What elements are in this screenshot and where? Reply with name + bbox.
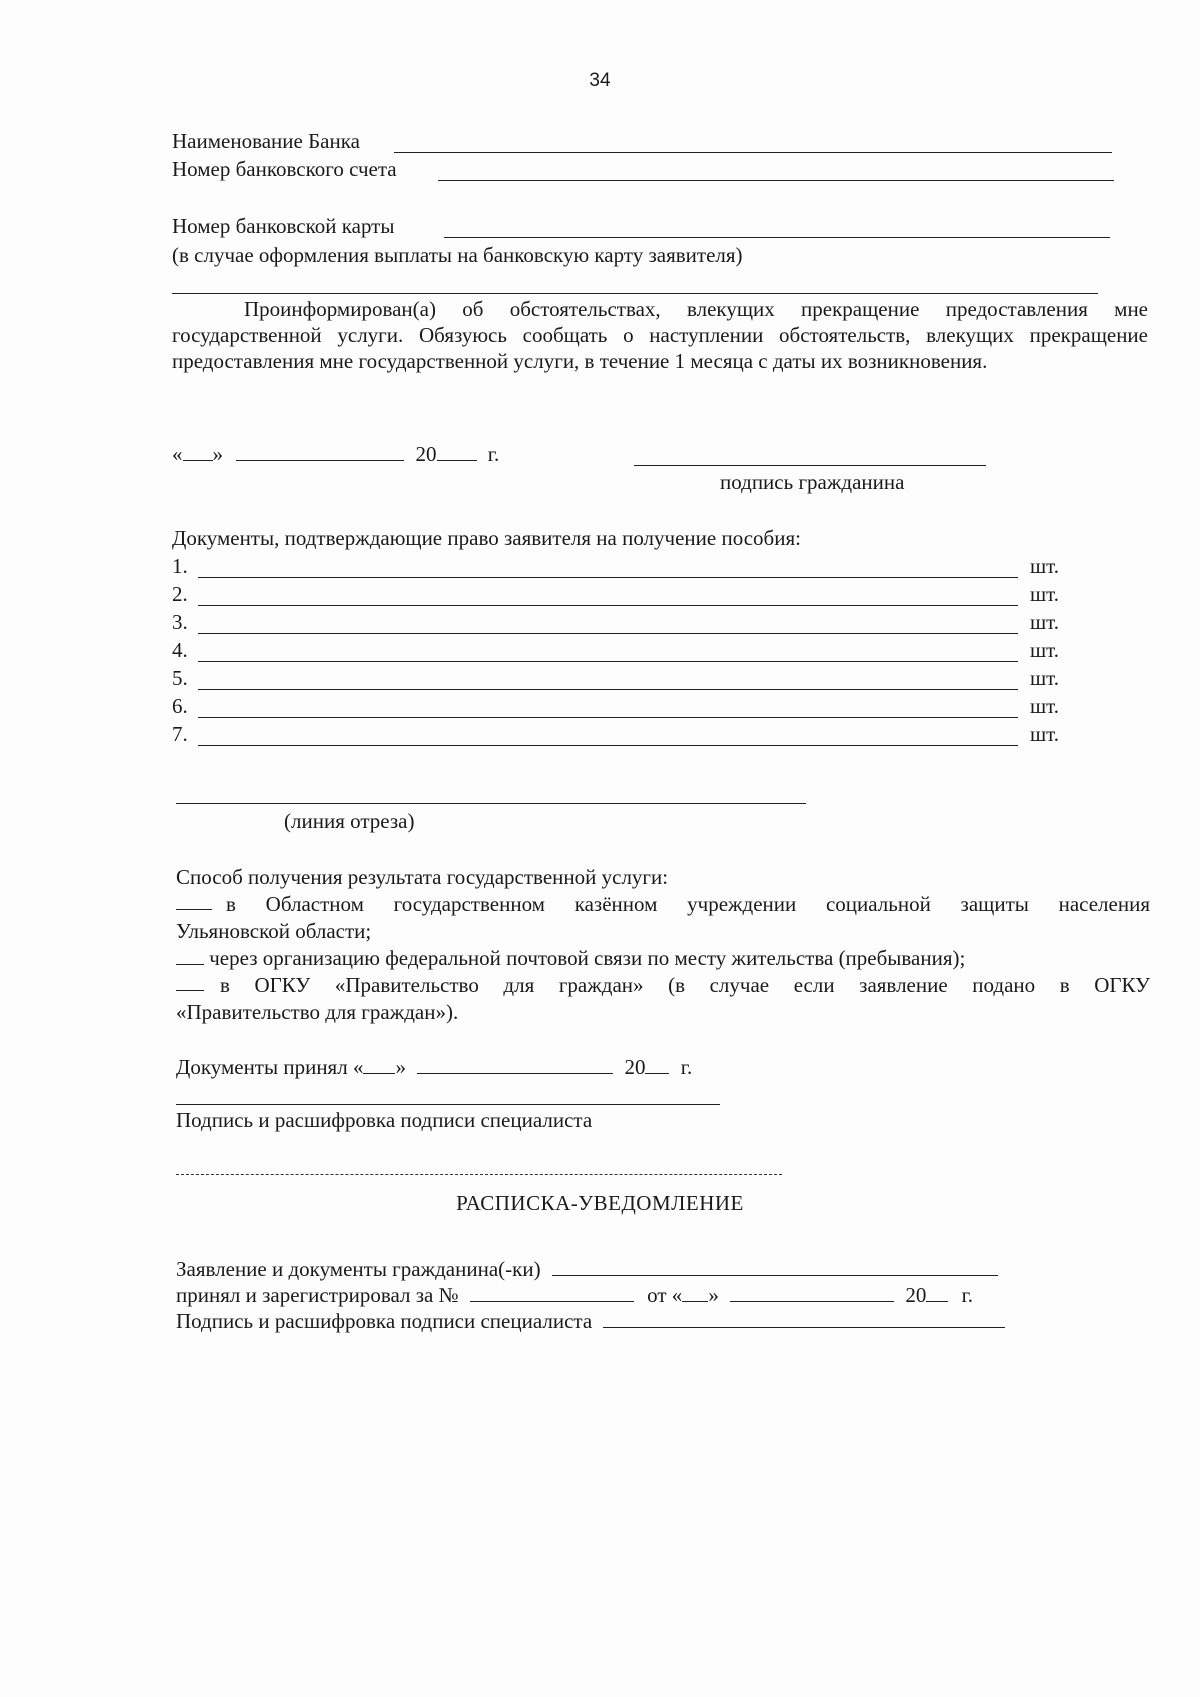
specialist-signature-caption: Подпись и расшифровка подписи специалиста: [176, 1108, 593, 1132]
document-item-unit: шт.: [1030, 554, 1060, 578]
document-item-unit: шт.: [1030, 666, 1060, 690]
date-line: [172, 441, 499, 467]
document-item-field[interactable]: [198, 633, 1018, 634]
result-option-2-checkbox[interactable]: [176, 946, 204, 965]
document-item-field[interactable]: [198, 605, 1018, 606]
result-option-1-cont: Ульяновской области;: [176, 919, 372, 943]
accepted-day-field[interactable]: [363, 1055, 395, 1074]
document-item-number: 5.: [172, 666, 188, 690]
document-item-field[interactable]: [198, 661, 1018, 662]
receipt-signature-label: Подпись и расшифровка подписи специалиста: [176, 1309, 593, 1333]
document-item-number: 7.: [172, 722, 188, 746]
card-number-field[interactable]: [444, 237, 1110, 238]
bank-name-field[interactable]: [394, 152, 1112, 153]
document-item-number: 4.: [172, 638, 188, 662]
receipt-line-1: [176, 1256, 998, 1282]
documents-heading: Документы, подтверждающие право заявителя на получение пособия:: [172, 526, 801, 550]
result-option-1-checkbox[interactable]: [176, 891, 212, 910]
document-item-number: 6.: [172, 694, 188, 718]
document-item-number: 2.: [172, 582, 188, 606]
accepted-label: Документы принял «: [176, 1055, 364, 1079]
receipt-registered-label: принял и зарегистрировал за №: [176, 1283, 459, 1307]
result-option-2: [176, 945, 965, 971]
result-option-3-checkbox[interactable]: [176, 972, 204, 991]
receipt-line-3: [176, 1308, 1005, 1334]
receipt-from-label: от «: [647, 1283, 683, 1307]
accepted-month-field[interactable]: [417, 1055, 613, 1074]
date-year-suffix: г.: [487, 442, 500, 466]
document-item-unit: шт.: [1030, 694, 1060, 718]
document-item-unit: шт.: [1030, 722, 1060, 746]
receipt-dashed-separator: [176, 1174, 782, 1175]
receipt-citizen-label: Заявление и документы гражданина(-ки): [176, 1257, 541, 1281]
document-item-number: 3.: [172, 610, 188, 634]
receipt-title: РАСПИСКА-УВЕДОМЛЕНИЕ: [456, 1191, 744, 1215]
account-number-label: Номер банковского счета: [172, 157, 397, 181]
citizen-signature-field[interactable]: [634, 465, 986, 466]
informed-paragraph: [172, 296, 1148, 374]
accepted-year-field[interactable]: [645, 1055, 669, 1074]
accepted-line: [176, 1054, 692, 1080]
date-close-quote: »: [212, 442, 223, 466]
account-number-field[interactable]: [438, 180, 1114, 181]
accepted-year-suffix: г.: [680, 1055, 693, 1079]
informed-text: Проинформирован(а) об обстоятельствах, влекущих прекращение предоставления мне государственной услуги. Обязуюсь сообщать о наступлении обстоятельств, влекущих прекращение предоставления мне государственной услуги, в течение 1 месяца с даты их возникновения.: [172, 297, 1148, 373]
result-option-3-text: в ОГКУ «Правительство для граждан» (в случае если заявление подано в ОГКУ: [220, 973, 1150, 997]
result-method-heading: Способ получения результата государственной услуги:: [176, 865, 669, 889]
result-option-1-text: в Областном государственном казённом учреждении социальной защиты населения: [226, 892, 1150, 916]
result-option-3-cont: «Правительство для граждан»).: [176, 1000, 459, 1024]
document-item-field[interactable]: [198, 717, 1018, 718]
document-item-number: 1.: [172, 554, 188, 578]
date-open-quote: «: [172, 442, 183, 466]
accepted-close-quote: »: [395, 1055, 406, 1079]
card-number-label: Номер банковской карты: [172, 214, 395, 238]
document-item-field[interactable]: [198, 745, 1018, 746]
document-item-unit: шт.: [1030, 638, 1060, 662]
receipt-citizen-field[interactable]: [552, 1257, 998, 1276]
receipt-year-prefix: 20: [905, 1283, 927, 1307]
document-item-unit: шт.: [1030, 610, 1060, 634]
page-number: 34: [589, 70, 611, 91]
receipt-close-quote: »: [708, 1283, 719, 1307]
receipt-month-field[interactable]: [730, 1283, 894, 1302]
date-day-field[interactable]: [183, 442, 213, 461]
receipt-line-2: [176, 1282, 973, 1308]
card-note: (в случае оформления выплаты на банковскую карту заявителя): [172, 243, 743, 267]
accepted-year-prefix: 20: [624, 1055, 646, 1079]
citizen-signature-caption: подпись гражданина: [720, 470, 905, 494]
receipt-signature-field[interactable]: [603, 1309, 1005, 1328]
result-option-1: [176, 891, 1150, 917]
result-option-3: [176, 972, 1150, 998]
specialist-signature-field[interactable]: [176, 1104, 720, 1105]
date-month-field[interactable]: [236, 442, 404, 461]
document-item-field[interactable]: [198, 689, 1018, 690]
receipt-day-field[interactable]: [682, 1283, 708, 1302]
date-year-prefix: 20: [415, 442, 437, 466]
document-item-unit: шт.: [1030, 582, 1060, 606]
cut-line: [176, 803, 806, 804]
cut-line-caption: (линия отреза): [284, 809, 415, 833]
bank-name-label: Наименование Банка: [172, 129, 360, 153]
result-option-2-text: через организацию федеральной почтовой связи по месту жительства (пребывания);: [209, 946, 966, 970]
receipt-year-suffix: г.: [961, 1283, 974, 1307]
receipt-registration-number-field[interactable]: [470, 1283, 634, 1302]
date-year-field[interactable]: [437, 442, 477, 461]
document-item-field[interactable]: [198, 577, 1018, 578]
bank-section-divider: [172, 293, 1098, 294]
receipt-year-field[interactable]: [926, 1283, 948, 1302]
